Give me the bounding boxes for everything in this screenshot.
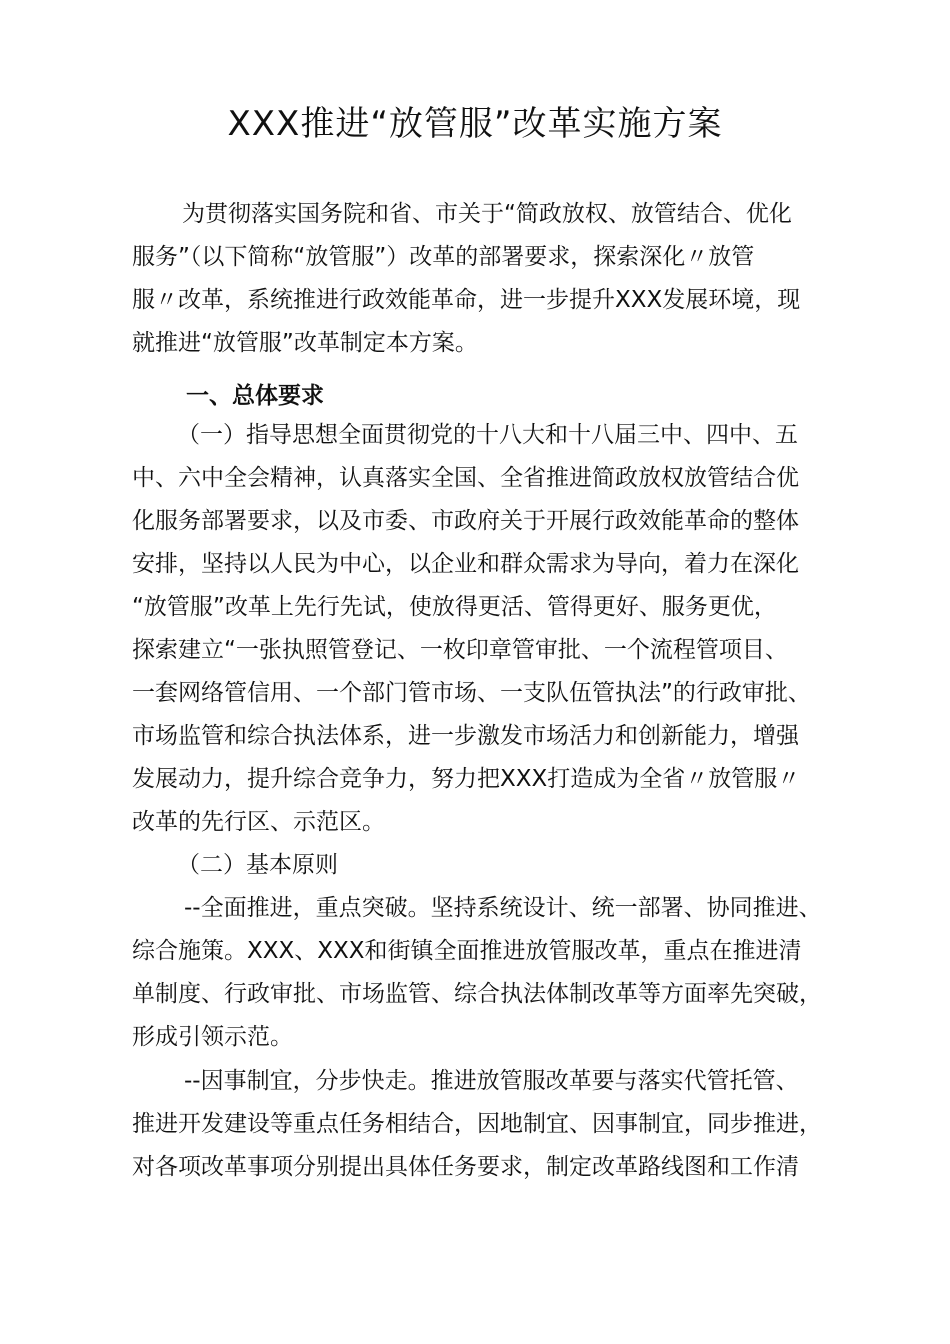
body-line: 改革的先行区、示范区。 (132, 809, 385, 835)
subsection-heading: （二）基本原则 (177, 852, 338, 878)
body-line: 安排，坚持以人民为中心，以企业和群众需求为导向，着力在深化 (132, 551, 799, 577)
document-title: XXX推进“放管服”改革实施方案 (227, 104, 723, 144)
body-line: 就推进“放管服”改革制定本方案。 (132, 330, 478, 356)
body-line: “放管服”改革上先行先试，使放得更活、管得更好、服务更优， (132, 594, 777, 620)
body-line: 单制度、行政审批、市场监管、综合执法体制改革等方面率先突破， (132, 981, 822, 1007)
body-line: 服〃改革，系统推进行政效能革命，进一步提升XXX发展环境，现 (132, 287, 801, 313)
body-line: --全面推进，重点突破。坚持系统设计、统一部署、协同推进、 (184, 895, 822, 921)
body-line: 化服务部署要求，以及市委、市政府关于开展行政效能革命的整体 (132, 508, 799, 534)
body-line: 推进开发建设等重点任务相结合，因地制宜、因事制宜，同步推进， (132, 1111, 822, 1137)
body-line: --因事制宜，分步快走。推进放管服改革要与落实代管托管、 (184, 1068, 799, 1094)
body-line: 中、六中全会精神，认真落实全国、全省推进简政放权放管结合优 (132, 465, 799, 491)
body-line: 为贯彻落实国务院和省、市关于“简政放权、放管结合、优化 (182, 201, 792, 227)
body-line: 对各项改革事项分别提出具体任务要求，制定改革路线图和工作清 (132, 1154, 799, 1180)
body-line: 服务”（以下简称“放管服”）改革的部署要求，探索深化〃放管 (132, 244, 755, 270)
body-line: 一套网络管信用、一个部门管市场、一支队伍管执法”的行政审批、 (132, 680, 811, 706)
body-line: 市场监管和综合执法体系，进一步激发市场活力和创新能力，增强 (132, 723, 799, 749)
section-heading: 一、总体要求 (186, 383, 324, 409)
body-line: 综合施策。XXX、XXX和街镇全面推进放管服改革，重点在推进清 (132, 938, 802, 964)
body-line: 探索建立“一张执照管登记、一枚印章管审批、一个流程管项目、 (132, 637, 788, 663)
body-line: 形成引领示范。 (132, 1024, 293, 1050)
body-line: 发展动力，提升综合竞争力，努力把XXX打造成为全省〃放管服〃 (132, 766, 801, 792)
body-line: （一）指导思想全面贯彻党的十八大和十八届三中、四中、五 (177, 422, 798, 448)
